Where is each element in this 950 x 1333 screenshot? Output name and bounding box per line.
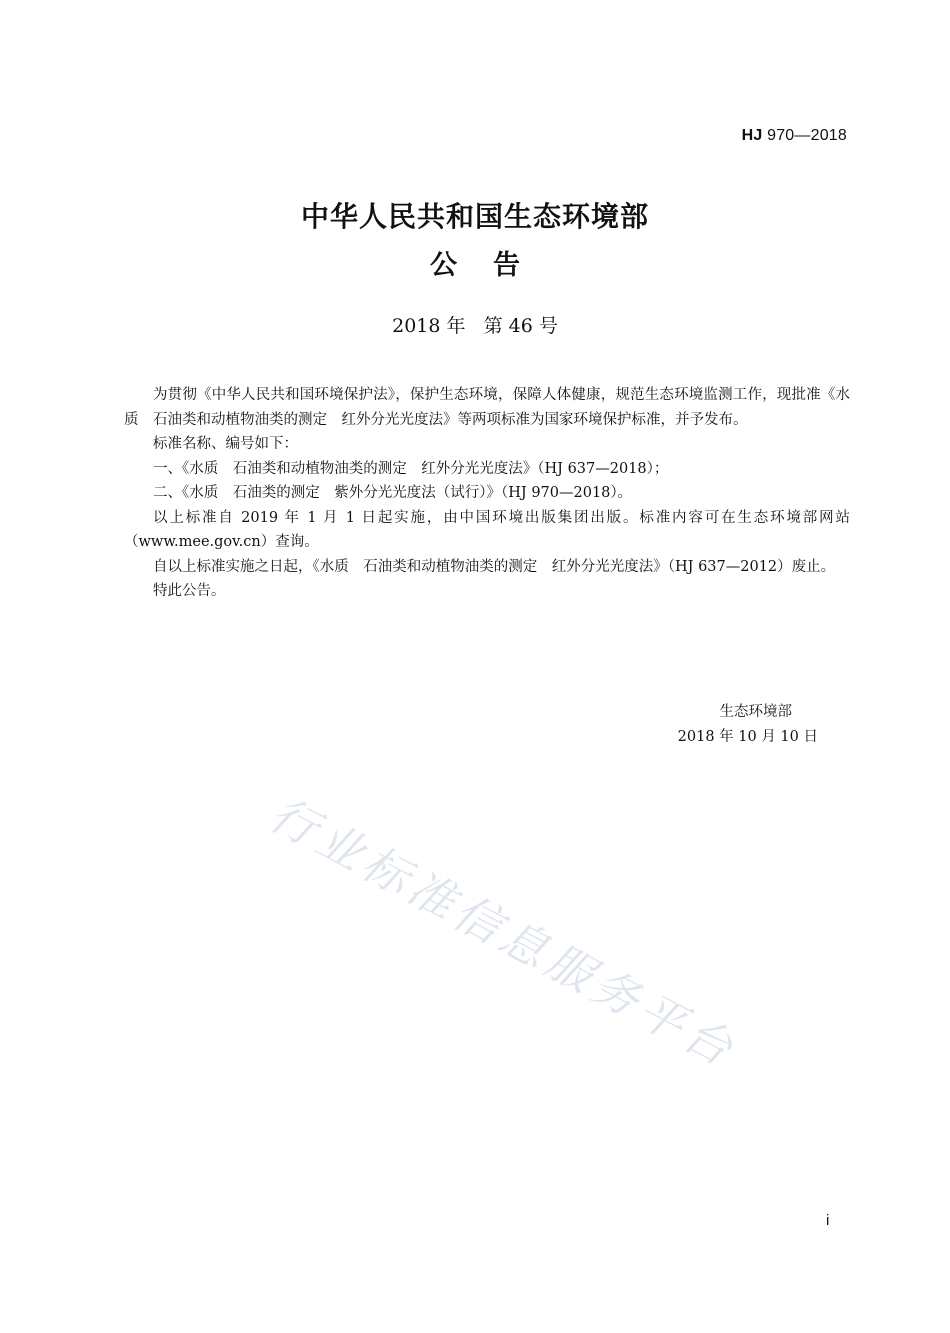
- signature-date: 2018 年 10 月 10 日: [677, 729, 818, 745]
- paragraph-effective-date: 以上标准自 2019 年 1 月 1 日起实施，由中国环境出版集团出版。标准内容可在生态环境部网站（www.mee.gov.cn）查询。: [124, 509, 850, 550]
- notice-title: 公告: [430, 250, 556, 281]
- watermark: 行业标准信息服务平台: [261, 786, 746, 1079]
- issue-number: 2018 年 第 46 号: [392, 315, 558, 337]
- standard-prefix: HJ: [741, 127, 763, 144]
- signature-organization: 生态环境部: [719, 704, 792, 720]
- paragraph-standard-1: 一、《水质 石油类和动植物油类的测定 红外分光光度法》（HJ 637—2018）；: [153, 460, 669, 477]
- paragraph-list-heading: 标准名称、编号如下：: [153, 436, 298, 452]
- standard-code: [742, 127, 847, 145]
- standard-number: 970—2018: [762, 127, 847, 144]
- paragraph-intro: 为贯彻《中华人民共和国环境保护法》，保护生态环境，保障人体健康，规范生态环境监测工作，现批准《水质 石油类和动植物油类的测定 红外分光光度法》等两项标准为国家环境保护标准，并予发布。: [124, 387, 850, 428]
- paragraph-closing: 特此公告。: [153, 583, 226, 599]
- page-number: i: [826, 1212, 830, 1229]
- paragraph-standard-2: 二、《水质 石油类的测定 紫外分光光度法（试行）》（HJ 970—2018）。: [153, 485, 633, 501]
- paragraph-repeal: 自以上标准实施之日起，《水质 石油类和动植物油类的测定 红外分光光度法》（HJ 637—2012）废止。: [153, 558, 836, 575]
- notice-body: [124, 383, 850, 604]
- issuing-authority-title: 中华人民共和国生态环境部: [300, 200, 649, 233]
